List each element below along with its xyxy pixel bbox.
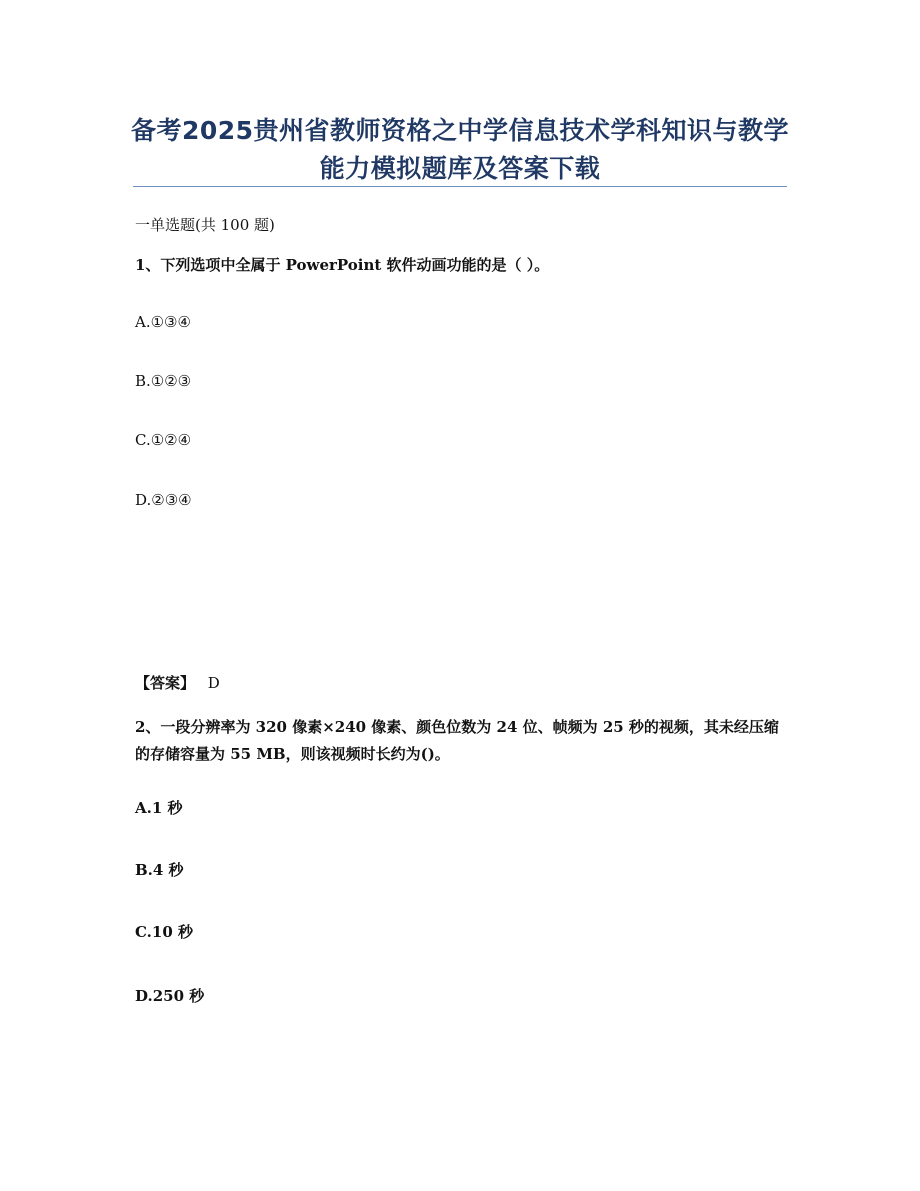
question-2-option-a: A.1 秒 — [135, 799, 183, 817]
section-heading: 一单选题(共 100 题) — [135, 216, 275, 234]
question-2-option-d: D.250 秒 — [135, 987, 205, 1005]
answer-label: 【答案】 — [135, 674, 196, 692]
question-2-option-b: B.4 秒 — [135, 861, 184, 879]
question-1-option-a: A.①③④ — [135, 313, 191, 331]
question-1-option-b: B.①②③ — [135, 372, 192, 390]
question-2-text: 2、一段分辨率为 320 像素×240 像素、颜色位数为 24 位、帧频为 25 秒的视频，其未经压缩的存储容量为 55 MB，则该视频时长约为()。 — [135, 718, 779, 763]
title-divider — [133, 186, 787, 187]
question-1-option-d: D.②③④ — [135, 491, 192, 509]
question-2-option-c: C.10 秒 — [135, 923, 193, 941]
answer-value: D — [207, 674, 220, 692]
question-1-text: 1、下列选项中全属于 PowerPoint 软件动画功能的是（ ）。 — [135, 256, 550, 274]
question-1-answer — [135, 672, 220, 693]
document-title: 备考2025贵州省教师资格之中学信息技术学科知识与教学能力模拟题库及答案下载 — [130, 116, 790, 183]
question-1-option-c: C.①②④ — [135, 431, 192, 449]
